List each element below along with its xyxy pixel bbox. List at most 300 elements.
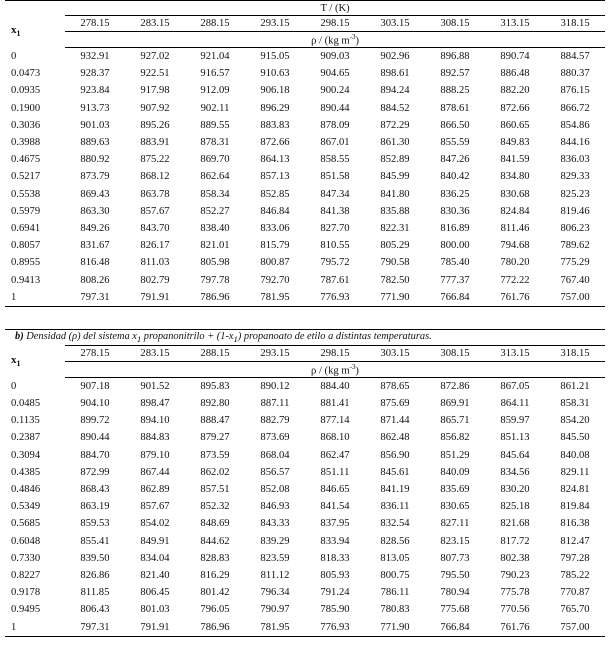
density-value-cell: 858.31 [560,398,590,410]
density-value-cell: 775.78 [500,587,530,599]
density-value-cell: 902.96 [380,51,410,63]
temp-cell: 318.15 [545,345,605,361]
density-unit-row [5,32,605,48]
density-value-cell: 922.51 [140,68,170,80]
temp-cell: 283.15 [125,16,185,32]
temp-cell: 313.15 [485,16,545,32]
density-value-cell: 883.83 [260,119,290,131]
density-value-cell: 813.05 [380,552,410,564]
density-value-cell: 775.29 [560,257,590,269]
temp-cell: 283.15 [125,345,185,361]
density-value-cell: 921.04 [200,51,230,63]
table-row [5,464,605,481]
density-value-cell: 880.92 [80,154,110,166]
density-value-cell: 782.50 [380,274,410,286]
density-value-cell: 806.45 [140,587,170,599]
density-value-cell: 791.91 [125,289,185,307]
x1-value-cell: 0.0473 [11,68,41,80]
x1-value-cell: 0.4385 [11,466,41,478]
density-value-cell: 894.24 [380,85,410,97]
x1-value-cell: 0.7330 [11,552,41,564]
density-value-cell: 847.34 [320,188,350,200]
density-value-cell: 913.73 [80,102,110,114]
density-value-cell: 890.74 [500,51,530,63]
table-row [5,289,605,307]
density-value-cell: 868.04 [260,449,290,461]
density-unit-label: ρ / (kg $m^{-3}$) [65,361,605,377]
density-value-cell: 761.76 [485,618,545,636]
density-value-cell: 797.31 [65,289,125,307]
table-row [5,237,605,254]
density-value-cell: 816.48 [80,257,110,269]
density-value-cell: 818.33 [320,552,350,564]
density-value-cell: 868.43 [80,484,110,496]
density-value-cell: 840.09 [440,466,470,478]
density-value-cell: 770.87 [560,587,590,599]
x1-value-cell: 0.9178 [11,587,41,599]
x1-value-cell: 0.8227 [11,569,41,581]
density-value-cell: 855.41 [80,535,110,547]
density-value-cell: 767.40 [560,274,590,286]
x1-value-cell: 0.6048 [11,535,41,547]
density-value-cell: 781.95 [245,618,305,636]
density-value-cell: 901.03 [80,119,110,131]
density-value-cell: 841.54 [320,501,350,513]
density-value-cell: 806.23 [560,222,590,234]
density-value-cell: 846.65 [320,484,350,496]
x1-value-cell: 0.9413 [11,274,41,286]
density-value-cell: 824.81 [560,484,590,496]
density-value-cell: 851.29 [440,449,470,461]
x1-value-cell: 0.5979 [11,205,41,217]
density-value-cell: 786.96 [185,289,245,307]
density-value-cell: 791.91 [125,618,185,636]
density-value-cell: 876.15 [560,85,590,97]
density-value-cell: 895.83 [200,380,230,392]
density-value-cell: 821.68 [500,518,530,530]
density-value-cell: 795.50 [440,569,470,581]
density-value-cell: 811.85 [80,587,110,599]
density-value-cell: 805.29 [380,240,410,252]
density-value-cell: 892.57 [440,68,470,80]
density-value-cell: 846.84 [260,205,290,217]
density-value-cell: 812.47 [560,535,590,547]
density-value-cell: 766.84 [425,289,485,307]
density-value-cell: 867.44 [140,466,170,478]
density-value-cell: 826.17 [140,240,170,252]
density-value-cell: 886.48 [500,68,530,80]
x1-value-cell: 1 [5,289,65,307]
density-value-cell: 833.06 [260,222,290,234]
density-value-cell: 808.26 [80,274,110,286]
density-value-cell: 761.76 [485,289,545,307]
x1-value-cell: 0.1900 [11,102,41,114]
density-unit-label: ρ / (kg $m^{-3}$) [65,32,605,48]
x1-value-cell: 0.8057 [11,240,41,252]
density-value-cell: 867.01 [320,137,350,149]
density-value-cell: 831.67 [80,240,110,252]
density-value-cell: 869.43 [80,188,110,200]
density-value-cell: 899.72 [80,415,110,427]
density-table-a [5,0,605,307]
x1-value-cell: 0.1135 [11,415,40,427]
x1-value-cell: 1 [5,618,65,636]
density-value-cell: 857.67 [140,501,170,513]
density-value-cell: 830.36 [440,205,470,217]
density-value-cell: 771.90 [365,289,425,307]
density-value-cell: 822.31 [380,222,410,234]
density-value-cell: 906.18 [260,85,290,97]
density-value-cell: 854.86 [560,119,590,131]
temp-cell: 318.15 [545,16,605,32]
density-value-cell: 912.09 [200,85,230,97]
density-value-cell: 856.57 [260,466,290,478]
density-value-cell: 787.61 [320,274,350,286]
density-value-cell: 875.69 [380,398,410,410]
density-value-cell: 872.99 [80,466,110,478]
density-value-cell: 838.40 [200,222,230,234]
x1-value-cell: 0 [11,380,17,392]
temp-cell: 288.15 [185,16,245,32]
density-value-cell: 816.89 [440,222,470,234]
density-value-cell: 786.11 [380,587,410,599]
density-value-cell: 852.32 [200,501,230,513]
density-value-cell: 777.37 [440,274,470,286]
density-value-cell: 776.93 [305,289,365,307]
table-row [5,271,605,288]
density-value-cell: 856.82 [440,432,470,444]
density-value-cell: 890.44 [80,432,110,444]
temp-cell: 298.15 [305,16,365,32]
density-value-cell: 901.52 [140,380,170,392]
density-value-cell: 859.97 [500,415,530,427]
density-value-cell: 827.70 [320,222,350,234]
x1-value-cell: 0.9495 [11,604,41,616]
density-value-cell: 861.21 [560,380,590,392]
density-value-cell: 898.47 [140,398,170,410]
temp-cell: 303.15 [365,16,425,32]
density-value-cell: 883.91 [140,137,170,149]
table-row [5,377,605,395]
density-value-cell: 873.79 [80,171,110,183]
table-row [5,168,605,185]
density-value-cell: 923.84 [80,85,110,97]
temp-cell: 288.15 [185,345,245,361]
density-value-cell: 825.23 [560,188,590,200]
density-value-cell: 872.66 [500,102,530,114]
density-value-cell: 811.46 [500,222,530,234]
density-value-cell: 902.11 [200,102,230,114]
density-value-cell: 898.61 [380,68,410,80]
density-unit-row [5,361,605,377]
density-value-cell: 882.20 [500,85,530,97]
density-value-cell: 785.22 [560,569,590,581]
x1-value-cell: 0.3988 [11,137,41,149]
density-value-cell: 884.70 [80,449,110,461]
density-value-cell: 862.89 [140,484,170,496]
density-value-cell: 868.10 [320,432,350,444]
density-value-cell: 864.13 [260,154,290,166]
density-value-cell: 797.31 [65,618,125,636]
table-row [5,412,605,429]
table-row [5,447,605,464]
density-value-cell: 840.08 [560,449,590,461]
x1-value-cell: 0.5349 [11,501,41,513]
density-value-cell: 817.72 [500,535,530,547]
density-value-cell: 916.57 [200,68,230,80]
density-value-cell: 835.88 [380,205,410,217]
density-value-cell: 889.63 [80,137,110,149]
density-value-cell: 844.62 [200,535,230,547]
density-value-cell: 807.73 [440,552,470,564]
density-value-cell: 811.12 [260,569,290,581]
density-value-cell: 823.59 [260,552,290,564]
temp-cell: 278.15 [65,16,125,32]
density-value-cell: 780.20 [500,257,530,269]
density-value-cell: 878.61 [440,102,470,114]
temp-cell: 293.15 [245,345,305,361]
density-value-cell: 859.53 [80,518,110,530]
density-value-cell: 790.97 [260,604,290,616]
density-value-cell: 827.11 [440,518,470,530]
density-value-cell: 841.80 [380,188,410,200]
density-value-cell: 824.84 [500,205,530,217]
density-value-cell: 772.22 [500,274,530,286]
temp-cell: 293.15 [245,16,305,32]
density-value-cell: 873.69 [260,432,290,444]
density-value-cell: 832.54 [380,518,410,530]
density-value-cell: 877.14 [320,415,350,427]
temp-cell: 278.15 [65,345,125,361]
density-value-cell: 854.20 [560,415,590,427]
density-value-cell: 865.71 [440,415,470,427]
density-value-cell: 816.38 [560,518,590,530]
table-row [5,601,605,618]
caption-row [5,329,605,345]
table-row [5,584,605,601]
density-value-cell: 765.70 [560,604,590,616]
density-value-cell: 862.02 [200,466,230,478]
density-value-cell: 801.03 [140,604,170,616]
density-value-cell: 801.42 [200,587,230,599]
x1-value-cell: 0.3094 [11,449,41,461]
density-value-cell: 792.70 [260,274,290,286]
density-value-cell: 862.64 [200,171,230,183]
temperature-header: T / (K) [65,1,605,16]
density-value-cell: 839.50 [80,552,110,564]
table-row [5,151,605,168]
density-value-cell: 766.84 [425,618,485,636]
density-value-cell: 816.29 [200,569,230,581]
density-value-cell: 802.79 [140,274,170,286]
density-value-cell: 927.02 [140,51,170,63]
temp-cell: 303.15 [365,345,425,361]
table-row [5,100,605,117]
table-row [5,481,605,498]
density-value-cell: 771.90 [365,618,425,636]
density-value-cell: 841.38 [320,205,350,217]
density-value-cell: 852.08 [260,484,290,496]
density-value-cell: 851.11 [320,466,350,478]
density-value-cell: 857.67 [140,205,170,217]
density-value-cell: 880.37 [560,68,590,80]
density-value-cell: 843.33 [260,518,290,530]
density-value-cell: 869.91 [440,398,470,410]
density-value-cell: 821.40 [140,569,170,581]
density-value-cell: 852.27 [200,205,230,217]
density-value-cell: 878.31 [200,137,230,149]
density-value-cell: 910.63 [260,68,290,80]
density-value-cell: 915.05 [260,51,290,63]
density-value-cell: 819.46 [560,205,590,217]
density-value-cell: 797.78 [200,274,230,286]
density-value-cell: 892.80 [200,398,230,410]
table-b-body [5,377,605,636]
density-value-cell: 849.83 [500,137,530,149]
density-table-b [5,329,605,637]
density-value-cell: 786.96 [185,618,245,636]
density-value-cell: 851.58 [320,171,350,183]
density-value-cell: 810.55 [320,240,350,252]
density-value-cell: 863.19 [80,501,110,513]
density-value-cell: 871.44 [380,415,410,427]
density-value-cell: 868.12 [140,171,170,183]
temperature-header-row [5,1,605,16]
density-value-cell: 780.83 [380,604,410,616]
density-value-cell: 836.11 [380,501,410,513]
table-row [5,515,605,532]
density-value-cell: 757.00 [545,618,605,636]
x1-value-cell: 0.5217 [11,171,41,183]
density-value-cell: 811.03 [140,257,170,269]
density-value-cell: 849.26 [80,222,110,234]
density-value-cell: 834.04 [140,552,170,564]
density-value-cell: 856.90 [380,449,410,461]
density-value-cell: 862.48 [380,432,410,444]
temp-cell: 298.15 [305,345,365,361]
density-value-cell: 858.55 [320,154,350,166]
density-value-cell: 857.13 [260,171,290,183]
density-value-cell: 894.10 [140,415,170,427]
density-value-cell: 830.65 [440,501,470,513]
table-row [5,203,605,220]
density-value-cell: 844.16 [560,137,590,149]
density-value-cell: 879.10 [140,449,170,461]
density-value-cell: 805.98 [200,257,230,269]
density-value-cell: 887.11 [260,398,290,410]
density-value-cell: 785.40 [440,257,470,269]
density-value-cell: 849.91 [140,535,170,547]
density-value-cell: 907.18 [80,380,110,392]
density-value-cell: 854.02 [140,518,170,530]
density-value-cell: 890.12 [260,380,290,392]
density-value-cell: 800.75 [380,569,410,581]
table-row [5,48,605,66]
density-value-cell: 790.23 [500,569,530,581]
density-value-cell: 800.00 [440,240,470,252]
density-value-cell: 834.80 [500,171,530,183]
density-value-cell: 836.25 [440,188,470,200]
density-value-cell: 890.44 [320,102,350,114]
density-value-cell: 861.30 [380,137,410,149]
density-value-cell: 917.98 [140,85,170,97]
density-value-cell: 841.19 [380,484,410,496]
table-row [5,117,605,134]
density-value-cell: 815.79 [260,240,290,252]
density-value-cell: 862.47 [320,449,350,461]
density-value-cell: 909.03 [320,51,350,63]
density-value-cell: 858.34 [200,188,230,200]
density-value-cell: 872.86 [440,380,470,392]
table-row [5,82,605,99]
x1-value-cell: 0.6941 [11,222,41,234]
density-value-cell: 802.38 [500,552,530,564]
density-value-cell: 928.37 [80,68,110,80]
x1-value-cell: 0.5685 [11,518,41,530]
density-value-cell: 872.29 [380,119,410,131]
density-value-cell: 797.28 [560,552,590,564]
table-row [5,186,605,203]
table-row [5,220,605,237]
density-value-cell: 770.56 [500,604,530,616]
density-value-cell: 791.24 [320,587,350,599]
density-value-cell: 896.29 [260,102,290,114]
density-value-cell: 847.26 [440,154,470,166]
density-value-cell: 857.51 [200,484,230,496]
table-row [5,533,605,550]
table-row [5,134,605,151]
density-value-cell: 829.33 [560,171,590,183]
density-value-cell: 841.59 [500,154,530,166]
density-value-cell: 840.42 [440,171,470,183]
density-value-cell: 872.66 [260,137,290,149]
density-value-cell: 875.22 [140,154,170,166]
density-value-cell: 900.24 [320,85,350,97]
density-value-cell: 884.57 [560,51,590,63]
density-value-cell: 904.10 [80,398,110,410]
table-a-body [5,48,605,307]
x1-value-cell: 0.0935 [11,85,41,97]
density-value-cell: 848.69 [200,518,230,530]
table-row [5,550,605,567]
temperature-values-row [5,16,605,32]
density-value-cell: 835.69 [440,484,470,496]
density-value-cell: 895.26 [140,119,170,131]
density-value-cell: 866.50 [440,119,470,131]
density-value-cell: 863.30 [80,205,110,217]
density-value-cell: 785.90 [320,604,350,616]
density-value-cell: 843.70 [140,222,170,234]
table-row [5,65,605,82]
density-value-cell: 896.88 [440,51,470,63]
density-value-cell: 884.83 [140,432,170,444]
x1-value-cell: 0.3036 [11,119,41,131]
density-value-cell: 851.13 [500,432,530,444]
table-row [5,618,605,636]
density-value-cell: 834.56 [500,466,530,478]
density-value-cell: 828.56 [380,535,410,547]
density-value-cell: 800.87 [260,257,290,269]
density-value-cell: 794.68 [500,240,530,252]
table-row [5,395,605,412]
density-value-cell: 866.72 [560,102,590,114]
density-value-cell: 795.72 [320,257,350,269]
density-value-cell: 888.47 [200,415,230,427]
density-value-cell: 806.43 [80,604,110,616]
density-value-cell: 789.62 [560,240,590,252]
table-row [5,567,605,584]
table-row [5,429,605,446]
